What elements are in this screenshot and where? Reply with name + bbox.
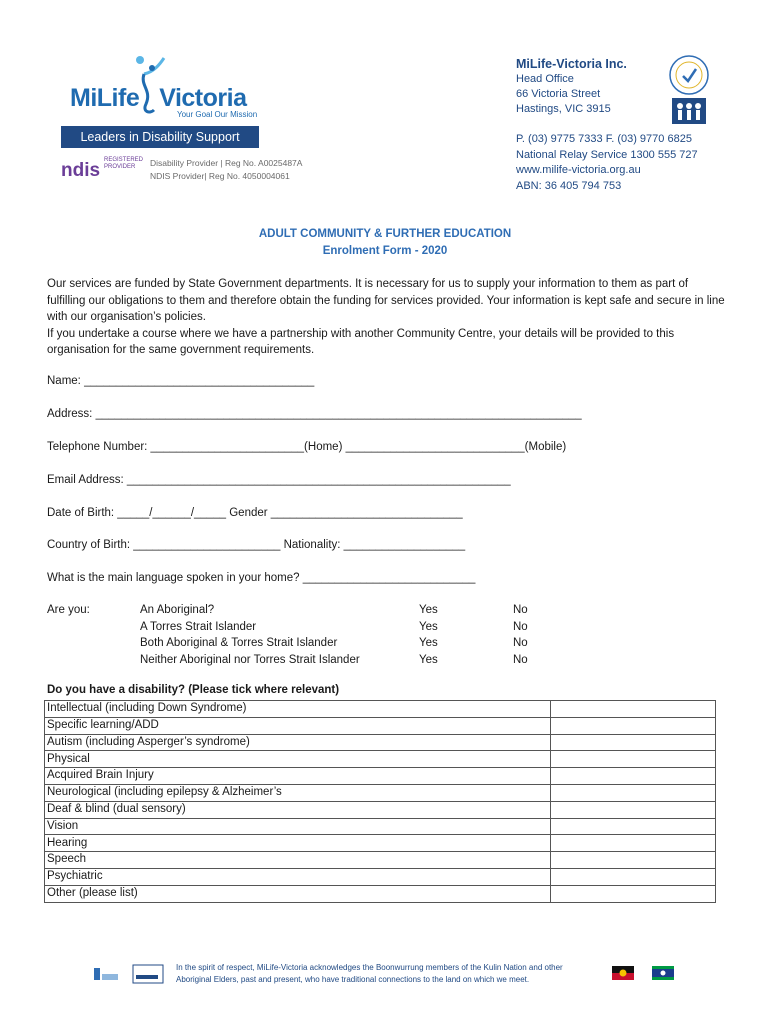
country-nationality-field[interactable]: Country of Birth: _______________________ Nationality: ___________________ bbox=[47, 539, 466, 551]
tick-box[interactable] bbox=[551, 784, 716, 801]
email-field[interactable]: Email Address: ____________________________________________________________ bbox=[47, 474, 511, 486]
tick-box[interactable] bbox=[551, 801, 716, 818]
are-you-no[interactable]: No bbox=[513, 604, 528, 616]
name-field[interactable]: Name: ____________________________________ bbox=[47, 375, 315, 387]
table-row: Speech bbox=[45, 852, 716, 869]
are-you-yes[interactable]: Yes bbox=[419, 637, 438, 649]
table-row: Hearing bbox=[45, 835, 716, 852]
disability-table bbox=[44, 700, 716, 903]
table-row: Other (please list) bbox=[45, 885, 716, 902]
are-you-yes[interactable]: Yes bbox=[419, 621, 438, 633]
are-you-yes[interactable]: Yes bbox=[419, 654, 438, 666]
tick-box[interactable] bbox=[551, 717, 716, 734]
milife-logo: MiLife Victoria bbox=[70, 84, 247, 112]
victoria-gov-logo-icon bbox=[132, 964, 164, 984]
torres-strait-flag-icon bbox=[652, 966, 674, 980]
acknowledgement-text: In the spirit of respect, MiLife-Victoria acknowledges the Boonwurrung members of the Kulin Nation and other Aboriginal Elders, past and present, who have traditional connections to the land on which we meet. bbox=[176, 963, 563, 984]
home-language-field[interactable]: What is the main language spoken in your home? ___________________________ bbox=[47, 572, 476, 584]
tick-box[interactable] bbox=[551, 835, 716, 852]
aboriginal-flag-icon bbox=[612, 966, 634, 980]
are-you-no[interactable]: No bbox=[513, 654, 528, 666]
are-you-option-label: An Aboriginal? bbox=[140, 604, 215, 616]
dob-gender-field[interactable]: Date of Birth: _____/______/_____ Gender ______________________________ bbox=[47, 507, 463, 519]
table-row: Specific learning/ADD bbox=[45, 717, 716, 734]
table-row: Neurological (including epilepsy & Alzheimer’s bbox=[45, 784, 716, 801]
ndis-registered-provider: REGISTERED PROVIDER bbox=[104, 157, 144, 170]
form-subtitle: Enrolment Form - 2020 bbox=[322, 245, 448, 257]
intro-paragraph-1: Our services are funded by State Government departments. It is necessary for us to supply your information to them as part of fulfilling our obligations to them and therefore obtain the funding for services provided. Your information is kept safe and secure in line with our organisation’s policies. bbox=[47, 278, 725, 323]
tick-box[interactable] bbox=[551, 701, 716, 718]
are-you-option-label: Neither Aboriginal nor Torres Strait Islander bbox=[140, 654, 360, 666]
table-row: Psychiatric bbox=[45, 868, 716, 885]
tick-box[interactable] bbox=[551, 818, 716, 835]
tick-box[interactable] bbox=[551, 852, 716, 869]
tick-box[interactable] bbox=[551, 751, 716, 768]
are-you-no[interactable]: No bbox=[513, 621, 528, 633]
org-name: MiLife-Victoria Inc. bbox=[516, 57, 627, 71]
ndis-logo: ndis bbox=[61, 160, 101, 181]
table-row: Autism (including Asperger’s syndrome) bbox=[45, 734, 716, 751]
form-title: ADULT COMMUNITY & FURTHER EDUCATION bbox=[258, 228, 512, 240]
tick-box[interactable] bbox=[551, 768, 716, 785]
address-field[interactable]: Address: ____________________________________________________________________________ bbox=[47, 408, 582, 420]
tick-box[interactable] bbox=[551, 734, 716, 751]
are-you-option-label: A Torres Strait Islander bbox=[140, 621, 257, 633]
table-row: Acquired Brain Injury bbox=[45, 768, 716, 785]
intro-paragraph-2: If you undertake a course where we have a partnership with another Community Centre, your details will be provided to this organisation for the same government requirements. bbox=[47, 327, 675, 356]
table-row: Intellectual (including Down Syndrome) bbox=[45, 701, 716, 718]
telephone-field[interactable]: Telephone Number: ________________________(Home) ____________________________(Mobile) bbox=[47, 441, 567, 453]
table-row: Deaf & blind (dual sensory) bbox=[45, 801, 716, 818]
are-you-option-label: Both Aboriginal & Torres Strait Islander bbox=[140, 637, 338, 649]
are-you-no[interactable]: No bbox=[513, 637, 528, 649]
tick-box[interactable] bbox=[551, 885, 716, 902]
are-you-yes[interactable]: Yes bbox=[419, 604, 438, 616]
head-office-address: Head Office 66 Victoria Street Hastings, VIC 3915 bbox=[516, 73, 611, 115]
quality-seal-icon bbox=[668, 54, 710, 96]
are-you-label: Are you: bbox=[47, 604, 90, 616]
partner-logo-icon bbox=[92, 966, 122, 984]
disability-heading: Do you have a disability? (Please tick where relevant) bbox=[47, 684, 340, 696]
logo-tagline: Your Goal Our Mission bbox=[177, 110, 258, 119]
tick-box[interactable] bbox=[551, 868, 716, 885]
intro-text bbox=[47, 276, 727, 359]
people-logo-icon bbox=[672, 98, 706, 124]
provider-registration: Disability Provider | Reg No. A0025487A NDIS Provider| Reg No. 4050004061 bbox=[150, 158, 303, 181]
table-row: Vision bbox=[45, 818, 716, 835]
table-row: Physical bbox=[45, 751, 716, 768]
leaders-banner: Leaders in Disability Support bbox=[61, 126, 259, 148]
contact-details: P. (03) 9775 7333 F. (03) 9770 6825 National Relay Service 1300 555 727 www.milife-victoria.org.au ABN: 36 405 794 753 bbox=[516, 133, 698, 192]
